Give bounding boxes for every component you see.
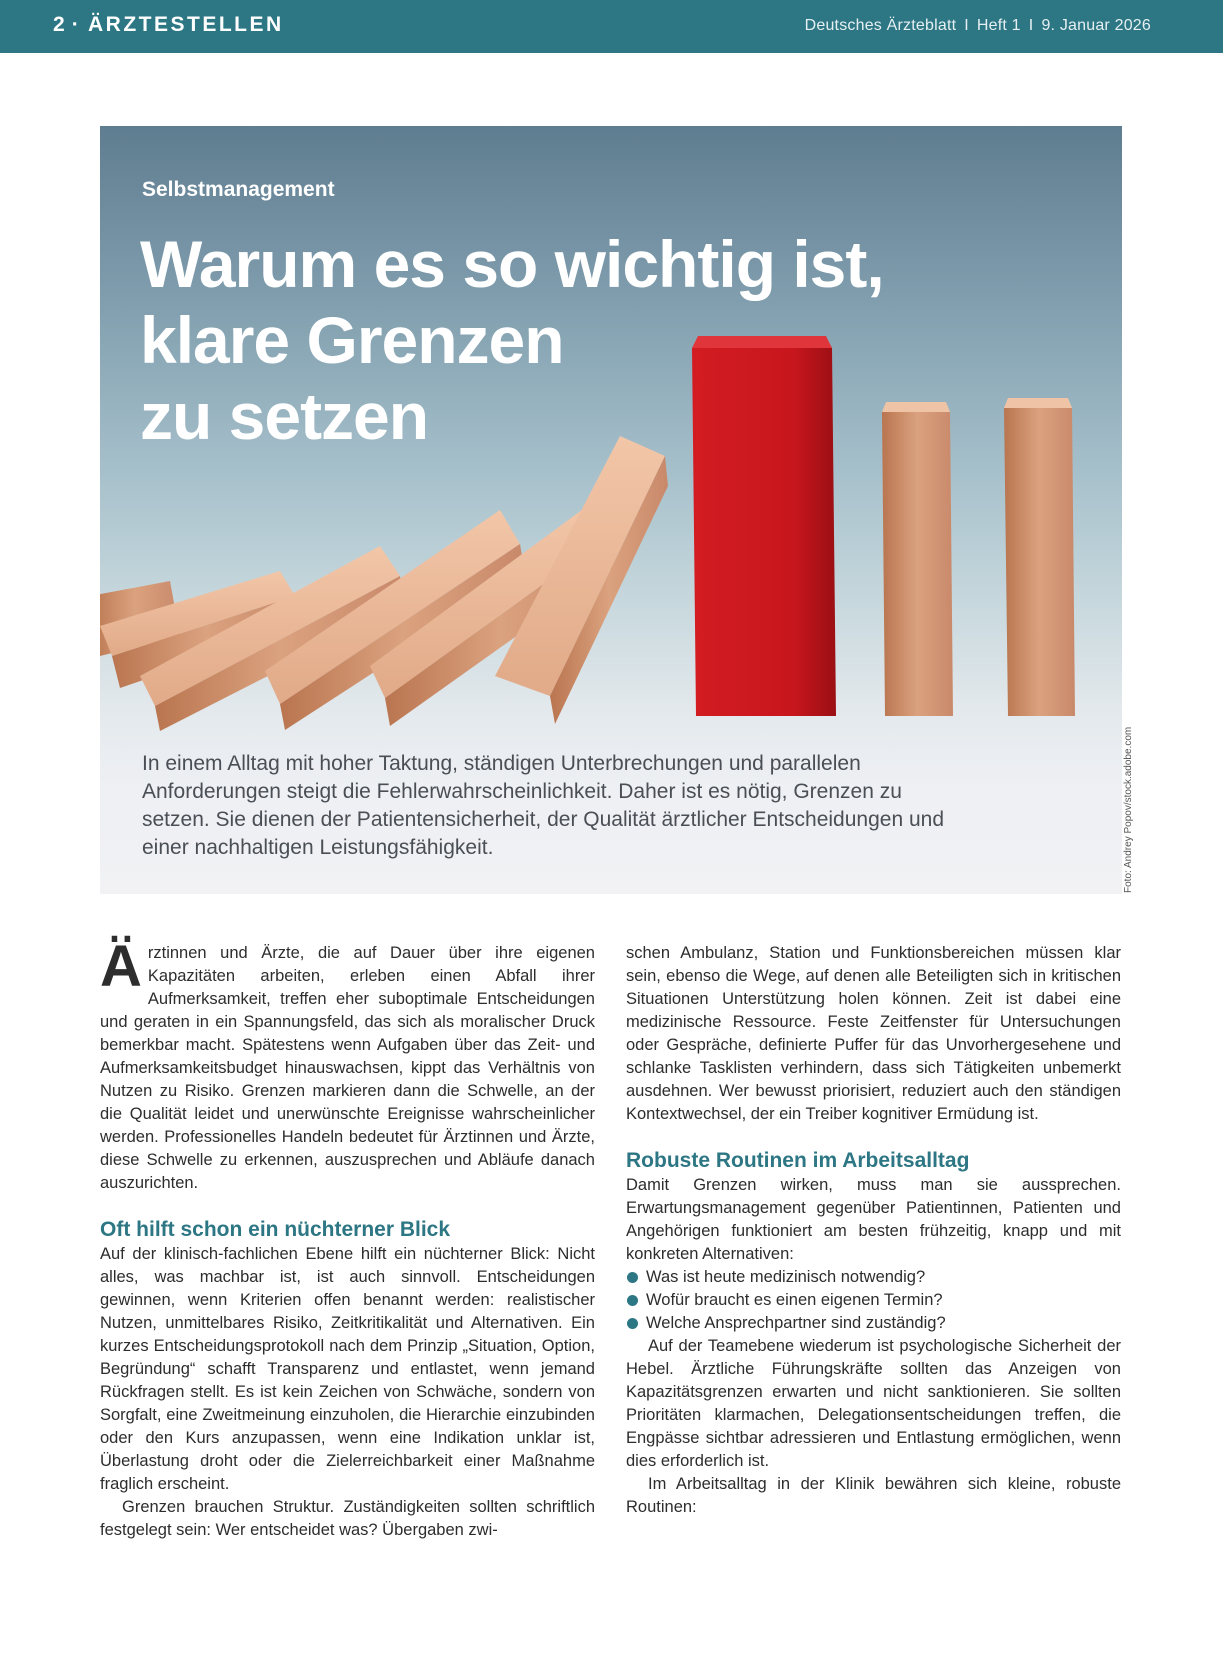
paragraph-2-start: Grenzen brauchen Struktur. Zuständigkeiten sollten schriftlich festgelegt sein: Wer entscheidet was? Übergaben zwi-	[100, 1498, 595, 1539]
standing-block-2	[1004, 398, 1075, 716]
paragraph-1: Auf der klinisch-fachlichen Ebene hilft ein nüchterner Blick: Nicht alles, was machbar ist, ist auch sinnvoll. Entscheidungen gewinnen, wenn Kriterien offen benannt werden: realistischer Nutzen, unmittelbares Risiko, Zeitkritikalität und Alternativen. Ein kurzes Entscheidungsprotokoll nach dem Prinzip „Situation, Option, Begründung“ schafft Transparenz und entlastet, wenn jemand Rückfragen stellt. Es ist kein Zeichen von Schwäche, sondern von Sorgfalt, eine Zweitmeinung einzuholen, die Hierarchie einzubinden oder den Kurs anzupassen, wenn eine Indikation unklar ist, Überlastung droht oder die Zielerreichbarkeit einer Maßnahme fraglich erscheint.	[100, 1245, 595, 1493]
list-item-text: Wofür braucht es einen eigenen Termin?	[646, 1291, 943, 1309]
subheading-2: Robuste Routinen im Arbeitsalltag	[626, 1149, 970, 1172]
page-number-text: 2	[53, 13, 66, 36]
lead-line: einer nachhaltigen Leistungsfähigkeit.	[142, 836, 494, 859]
paragraph-2-continued: schen Ambulanz, Station und Funktionsbereichen müssen klar sein, ebenso die Wege, auf denen alle Beteiligten sich in kritischen Situationen Unterstützung holen können. Zeit ist dabei eine medizinische Ressource. Feste Zeitfenster für Untersuchungen oder Gespräche, definierte Puffer für das Unvorhergesehene und schlanke Tasklisten verhindern, dass sich Tätigkeiten unbemerkt ausdehnen. Wer bewusst priorisiert, reduziert auch den ständigen Kontextwechsel, der ein Treiber kognitiver Ermüdung ist.	[626, 944, 1121, 1123]
list-item	[626, 1266, 1121, 1289]
paragraph-3: Damit Grenzen wirken, muss man sie aussprechen. Erwartungsmanagement gegenüber Patientinnen, Patienten und Angehörigen funktioniert am besten frühzeitig, knapp und mit konkreten Alternativen:	[626, 1176, 1121, 1263]
publication-name: Deutsches Ärzteblatt	[804, 17, 957, 34]
separator-dot: ·	[71, 13, 80, 36]
article-headline	[140, 226, 900, 454]
issue-info	[805, 17, 1151, 35]
bullet-icon	[627, 1295, 638, 1306]
separator: I	[964, 17, 969, 34]
subheading-1: Oft hilft schon ein nüchterner Blick	[100, 1218, 451, 1241]
paragraph-4: Auf der Teamebene wiederum ist psychologische Sicherheit der Hebel. Ärztliche Führungskräfte sollten das Anzeigen von Kapazitätsgrenzen erwarten und nicht sanktionieren. Sie sollten Prioritäten klarmachen, Delegationsentscheidungen treffen, die Engpässe sichtbar adressieren und Entlastung ermöglichen, wenn dies erforderlich ist.	[626, 1337, 1121, 1470]
photo-credit: Foto: Andrey Popov/stock.adobe.com	[1123, 726, 1134, 893]
lead-line: In einem Alltag mit hoher Taktung, ständigen Unterbrechungen und parallelen	[142, 752, 861, 775]
list-item	[626, 1289, 1121, 1312]
article-kicker: Selbstmanagement	[142, 178, 335, 201]
bullet-icon	[627, 1272, 638, 1283]
page-header-bar	[0, 0, 1223, 53]
intro-text: rztinnen und Ärzte, die auf Dauer über ihre eigenen Kapazitäten arbeiten, erleben einen Abfall ihrer Aufmerksamkeit, treffen eher suboptimale Entscheidungen und geraten in ein Spannungsfeld, das sich als moralischer Druck bemerkbar macht. Spätestens wenn Aufgaben über das Zeit- und Aufmerksamkeitsbudget hinauswachsen, kippt das Verhältnis von Nutzen zu Risiko. Grenzen markieren dann die Schwelle, an der die Qualität leidet und unerwünschte Ereignisse wahrscheinlicher werden. Professionelles Handeln bedeutet für Ärztinnen und Ärzte, diese Schwelle zu erkennen, auszusprechen und Abläufe danach auszurichten.	[100, 944, 595, 1192]
page-number	[53, 13, 86, 37]
lead-line: Anforderungen steigt die Fehlerwahrscheinlichkeit. Daher ist es nötig, Grenzen zu	[142, 780, 902, 803]
list-item-text: Was ist heute medizinisch notwendig?	[646, 1268, 926, 1286]
list-item	[626, 1312, 1121, 1335]
bullet-icon	[627, 1318, 638, 1329]
issue-date: 9. Januar 2026	[1041, 17, 1151, 34]
section-title: ÄRZTESTELLEN	[88, 13, 284, 36]
dropcap-letter: Ä	[100, 934, 142, 999]
headline-line: zu setzen	[140, 379, 429, 453]
article-column-right	[626, 942, 1121, 1519]
intro-paragraph	[100, 934, 595, 1195]
headline-line: klare Grenzen	[140, 303, 564, 377]
article-column-left	[100, 934, 595, 1542]
article-lead	[142, 750, 1022, 862]
list-item-text: Welche Ansprechpartner sind zuständig?	[646, 1314, 946, 1332]
lead-line: setzen. Sie dienen der Patientensicherheit, der Qualität ärztlicher Entscheidungen und	[142, 808, 944, 831]
hero-image	[100, 126, 1122, 894]
separator: I	[1028, 17, 1034, 34]
bullet-list	[626, 1266, 1121, 1335]
paragraph-5: Im Arbeitsalltag in der Klinik bewähren sich kleine, robuste Routinen:	[626, 1475, 1121, 1516]
issue-number: Heft 1	[976, 17, 1021, 34]
headline-line: Warum es so wichtig ist,	[140, 227, 884, 301]
